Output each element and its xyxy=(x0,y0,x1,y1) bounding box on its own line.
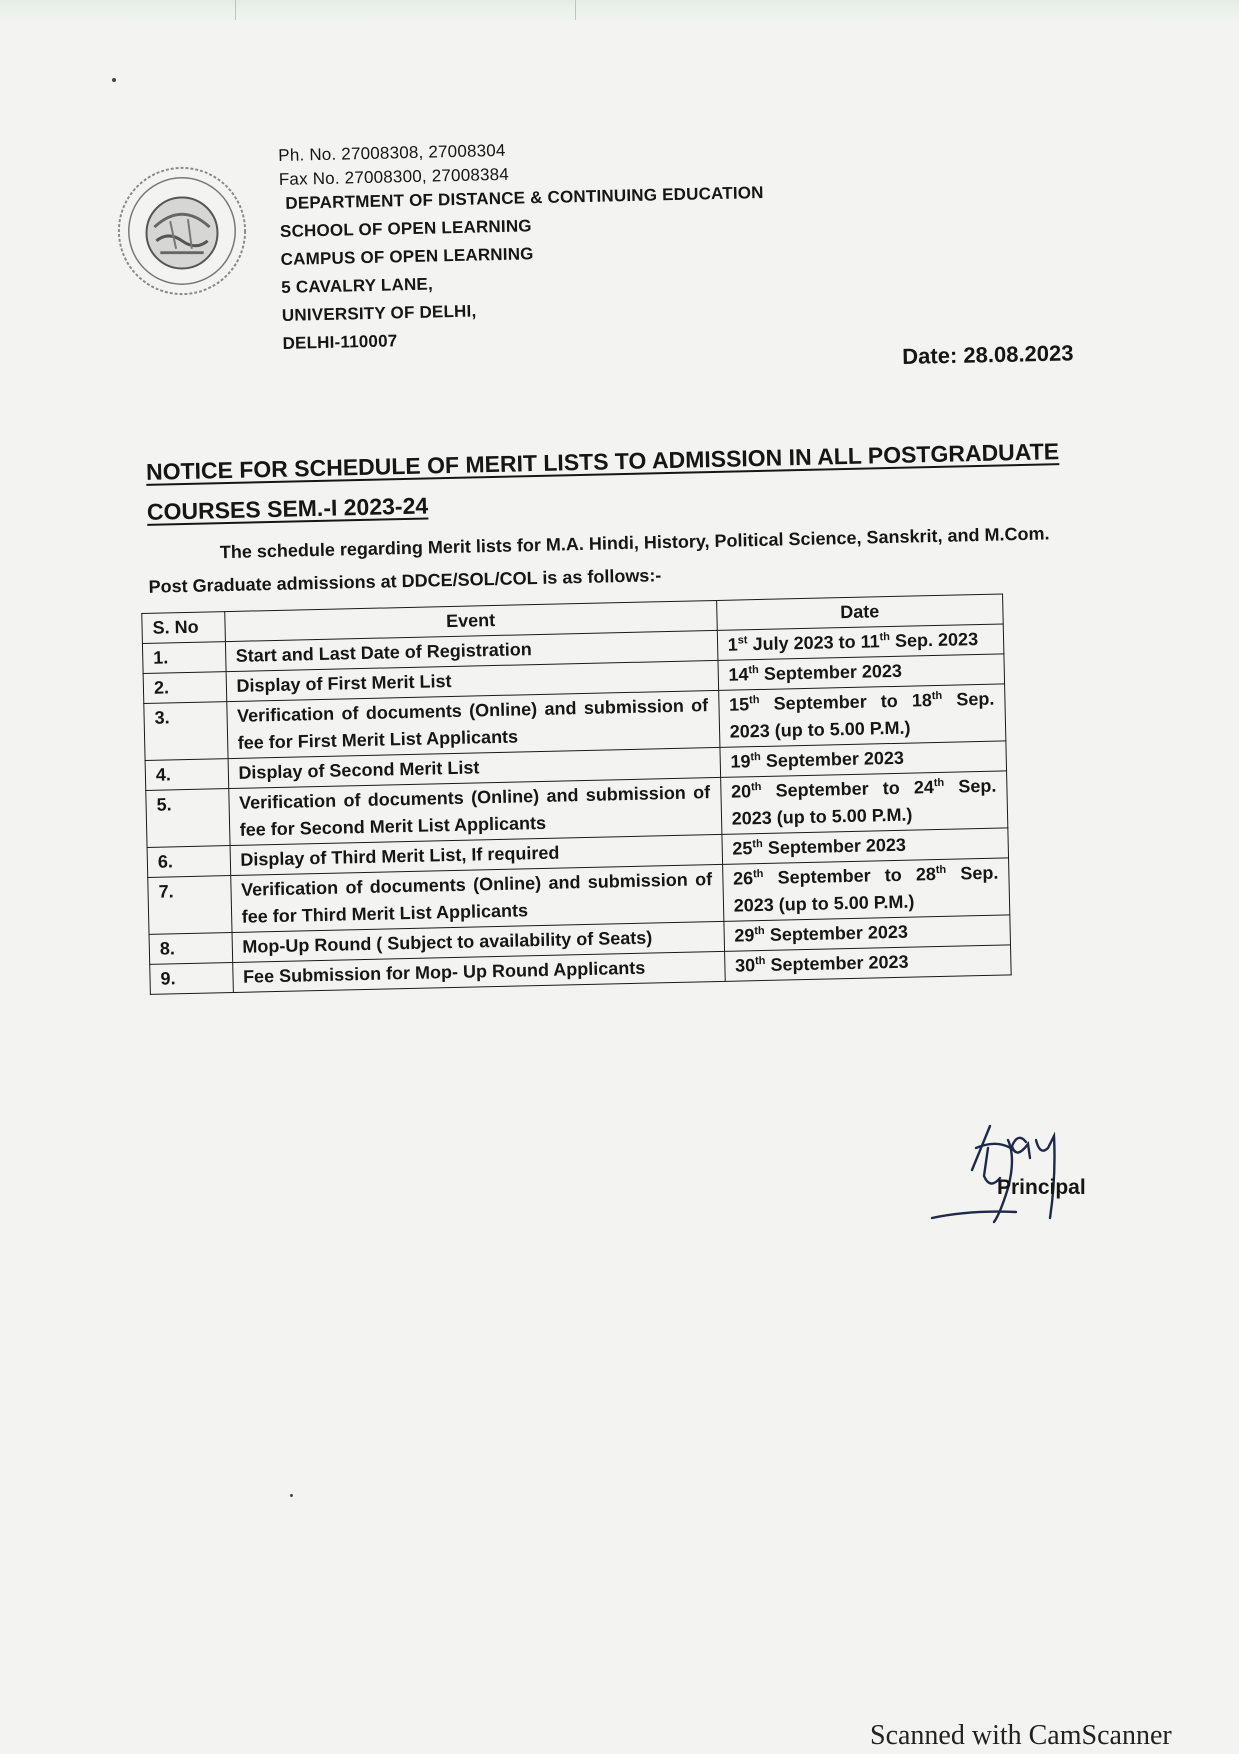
row-date: 14th September 2023 xyxy=(718,654,1005,690)
camscanner-watermark: Scanned with CamScanner xyxy=(870,1720,1172,1751)
principal-signature xyxy=(930,1118,1110,1228)
row-date: 20th September to 24th Sep. 2023 (up to 5.00 P.M.) xyxy=(720,771,1008,834)
row-number: 7. xyxy=(148,876,232,935)
row-number: 4. xyxy=(145,759,228,791)
notice-date: Date: 28.08.2023 xyxy=(902,340,1074,369)
campus-name: CAMPUS OF OPEN LEARNING xyxy=(280,244,534,269)
row-event: Fee Submission for Mop- Up Round Applicants xyxy=(232,951,725,992)
row-number: 8. xyxy=(149,933,232,965)
intro-line-1: The schedule regarding Merit lists for M.A. Hindi, History, Political Science, Sanskrit, and M.Com. xyxy=(219,523,1050,563)
row-number: 3. xyxy=(144,702,228,761)
university-name: UNIVERSITY OF DELHI, xyxy=(281,301,477,325)
header-event: Event xyxy=(224,600,717,641)
title-line-2: COURSES SEM.-I 2023-24 xyxy=(146,492,429,525)
row-event: Display of Second Merit List xyxy=(228,747,721,788)
title-line-1: NOTICE FOR SCHEDULE OF MERIT LISTS TO ADMISSION IN ALL POSTGRADUATE xyxy=(145,438,1060,485)
row-event: Verification of documents (Online) and submission of fee for Third Merit List Applicants xyxy=(230,864,723,932)
row-date: 1st July 2023 to 11th Sep. 2023 xyxy=(717,624,1004,660)
row-event: Display of First Merit List xyxy=(226,660,719,701)
row-date: 29th September 2023 xyxy=(724,915,1011,951)
scan-speck xyxy=(112,78,116,82)
city-pincode: DELHI-110007 xyxy=(282,331,398,353)
department-name: DEPARTMENT OF DISTANCE & CONTINUING EDUCATION xyxy=(285,182,764,213)
row-event: Mop-Up Round ( Subject to availability of Seats) xyxy=(232,921,725,962)
row-number: 5. xyxy=(146,789,230,848)
row-number: 1. xyxy=(142,642,225,674)
intro-line-2: Post Graduate admissions at DDCE/SOL/COL is as follows:- xyxy=(148,565,662,597)
scan-speck xyxy=(290,1494,293,1497)
street-address: 5 CAVALRY LANE, xyxy=(281,274,434,297)
header-date: Date xyxy=(716,594,1003,630)
merit-schedule-table xyxy=(141,593,1011,994)
phone-numbers: Ph. No. 27008308, 27008304 xyxy=(278,140,506,165)
row-number: 6. xyxy=(147,846,230,878)
header-sno: S. No xyxy=(142,612,225,644)
row-date: 30th September 2023 xyxy=(724,945,1011,981)
row-date: 15th September to 18th Sep. 2023 (up to 5.00 P.M.) xyxy=(718,684,1006,747)
university-seal-icon xyxy=(113,162,251,300)
notice-title xyxy=(146,430,1108,532)
row-date: 26th September to 28th Sep. 2023 (up to 5.00 P.M.) xyxy=(722,858,1010,921)
row-event: Start and Last Date of Registration xyxy=(225,630,718,671)
row-event: Display of Third Merit List, If required xyxy=(230,834,723,875)
row-date: 19th September 2023 xyxy=(720,741,1007,777)
row-number: 9. xyxy=(150,963,233,995)
row-date: 25th September 2023 xyxy=(722,828,1009,864)
fax-numbers: Fax No. 27008300, 27008384 xyxy=(278,164,510,189)
school-name: SCHOOL OF OPEN LEARNING xyxy=(279,216,532,241)
row-event: Verification of documents (Online) and submission of fee for First Merit List Applicants xyxy=(226,690,719,758)
row-number: 2. xyxy=(143,672,226,704)
principal-designation: Principal xyxy=(997,1176,1086,1199)
row-event: Verification of documents (Online) and submission of fee for Second Merit List Applicants xyxy=(228,777,721,845)
letterhead-address xyxy=(278,128,883,358)
